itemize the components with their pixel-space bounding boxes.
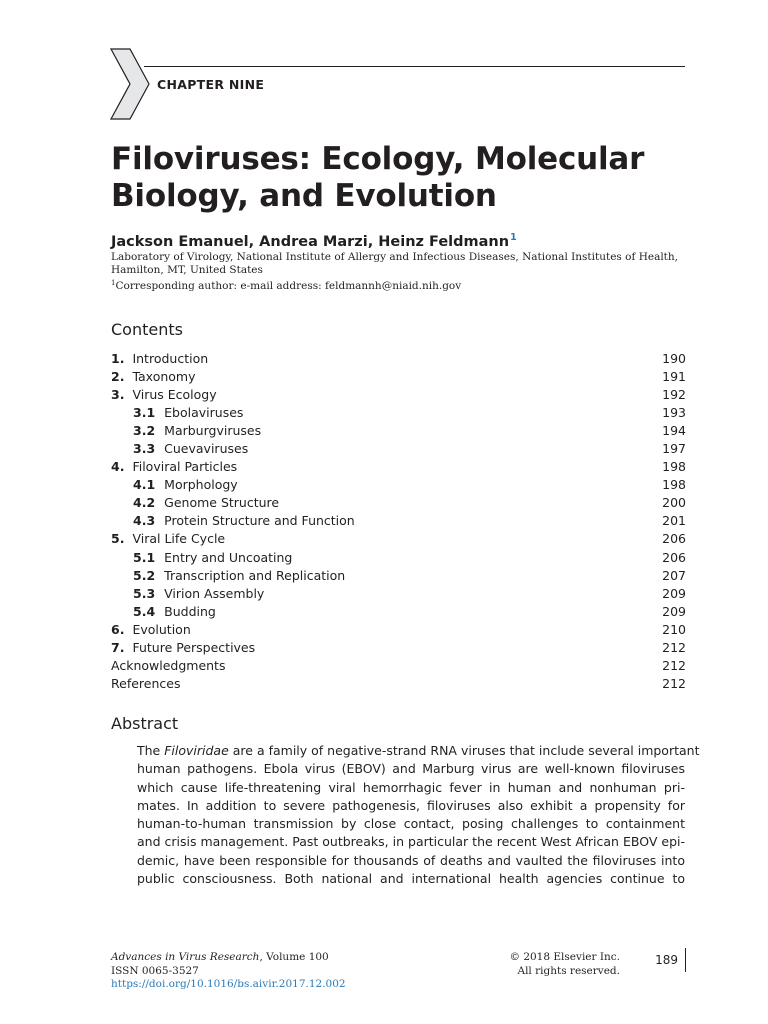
journal-volume: , Volume 100	[259, 951, 329, 963]
toc-entry[interactable]	[111, 548, 686, 566]
toc-entry-title: Evolution	[132, 621, 191, 637]
toc-entry[interactable]	[111, 620, 686, 638]
toc-entry-number: 2.	[111, 368, 125, 384]
toc-entry-number: 3.2	[133, 422, 156, 438]
copyright-line: © 2018 Elsevier Inc.	[509, 951, 620, 963]
toc-entry-title: Ebolaviruses	[164, 404, 244, 420]
toc-entry-number: 1.	[111, 350, 125, 366]
toc-entry-page: 194	[662, 422, 686, 438]
toc-entry-page: 210	[662, 621, 686, 637]
toc-entry-title: References	[111, 676, 181, 692]
toc-entry-number: 7.	[111, 640, 125, 656]
toc-entry-page: 209	[662, 585, 686, 601]
toc-entry-page: 207	[662, 567, 686, 583]
toc-entry-page: 197	[662, 441, 686, 457]
toc-entry[interactable]	[111, 584, 686, 602]
toc-entry-page: 200	[662, 495, 686, 511]
toc-entry-title: Morphology	[164, 477, 238, 493]
abstract-line: human pathogens. Ebola virus (EBOV) and Marburg virus are well-known filoviruses	[137, 761, 685, 777]
correspondence-text: Corresponding author: e-mail address: feldmannh@niaid.nih.gov	[115, 280, 462, 292]
rights-line: All rights reserved.	[517, 964, 620, 977]
toc-entry-title: Filoviral Particles	[132, 459, 238, 475]
chapter-title-line-2: Biology, and Evolution	[111, 178, 497, 214]
contents-heading: Contents	[111, 320, 183, 339]
page-number: 189	[655, 953, 678, 967]
page-number-rule	[685, 948, 686, 972]
family-name: Filoviridae	[164, 743, 229, 758]
toc-entry[interactable]	[111, 566, 686, 584]
toc-entry-page: 193	[662, 404, 686, 420]
toc-entry-page: 212	[662, 640, 686, 656]
toc-entry[interactable]	[111, 530, 686, 548]
toc-entry[interactable]	[111, 602, 686, 620]
abstract-body	[137, 743, 700, 889]
toc-entry[interactable]	[111, 385, 686, 403]
toc-entry-page: 212	[662, 676, 686, 692]
chapter-chevron-icon	[110, 48, 150, 120]
toc-entry[interactable]	[111, 458, 686, 476]
toc-entry-page: 206	[662, 549, 686, 565]
toc-entry-number: 3.1	[133, 404, 156, 420]
toc-entry-number: 4.1	[133, 477, 156, 493]
abstract-line-tail: are a family of negative-strand RNA viruses that include several important	[228, 743, 700, 758]
journal-line	[111, 951, 346, 965]
toc-entry-page: 192	[662, 386, 686, 402]
toc-entry-number: 5.4	[133, 603, 156, 619]
abstract-line: public consciousness. Both national and international health agencies continue to	[137, 871, 685, 887]
toc-entry[interactable]	[111, 657, 686, 675]
correspondence-marker: 1	[111, 279, 116, 287]
toc-entry-title: Cuevaviruses	[164, 441, 249, 457]
toc-entry-page: 198	[662, 477, 686, 493]
abstract-line: and crisis management. Past outbreaks, in particular the recent West African EBOV epi-	[137, 834, 685, 850]
toc-entry[interactable]	[111, 512, 686, 530]
toc-entry-number: 4.2	[133, 495, 156, 511]
chapter-title	[111, 141, 711, 215]
abstract-line-lead: The	[137, 743, 165, 758]
corresponding-author-note	[111, 279, 461, 292]
toc-entry-number: 3.	[111, 386, 125, 402]
toc-entry-title: Acknowledgments	[111, 658, 226, 674]
table-of-contents	[111, 349, 686, 693]
toc-entry-page: 190	[662, 350, 686, 366]
chapter-title-line-1: Filoviruses: Ecology, Molecular	[111, 141, 645, 177]
toc-entry[interactable]	[111, 675, 686, 693]
toc-entry-title: Introduction	[132, 350, 209, 366]
doi-link[interactable]: https://doi.org/10.1016/bs.aivir.2017.12.002	[111, 978, 346, 990]
toc-entry[interactable]	[111, 367, 686, 385]
toc-entry-title: Viral Life Cycle	[132, 531, 226, 547]
chapter-rule	[144, 66, 685, 67]
toc-entry-number: 4.3	[133, 513, 156, 529]
publication-info	[111, 951, 346, 992]
copyright-info	[490, 951, 620, 978]
abstract-line: mates. In addition to severe pathogenesis, filoviruses also exhibit a propensity for	[137, 797, 685, 813]
author-footnote-marker[interactable]: 1	[510, 232, 517, 243]
toc-entry-title: Transcription and Replication	[164, 567, 346, 583]
toc-entry-title: Future Perspectives	[132, 640, 256, 656]
abstract-heading: Abstract	[111, 714, 179, 733]
toc-entry-number: 4.	[111, 459, 125, 475]
author-list	[111, 232, 517, 250]
toc-entry-page: 198	[662, 459, 686, 475]
toc-entry-page: 201	[662, 513, 686, 529]
abstract-line	[137, 743, 700, 761]
affiliation: Laboratory of Virology, National Institute of Allergy and Infectious Diseases, National Institutes of Health, Hamilton, MT, United States	[111, 251, 679, 276]
toc-entry[interactable]	[111, 494, 686, 512]
toc-entry-title: Genome Structure	[164, 495, 280, 511]
toc-entry-number: 3.3	[133, 441, 156, 457]
toc-entry-number: 5.	[111, 531, 125, 547]
abstract-line: demic, have been responsible for thousands of deaths and vaulted the filoviruses into	[137, 852, 685, 868]
journal-title: Advances in Virus Research	[111, 951, 260, 963]
toc-entry-number: 6.	[111, 621, 125, 637]
toc-entry-title: Entry and Uncoating	[164, 549, 293, 565]
toc-entry-number: 5.1	[133, 549, 156, 565]
abstract-line: human-to-human transmission by close contact, posing challenges to containment	[137, 816, 685, 832]
toc-entry-title: Budding	[164, 603, 216, 619]
chapter-label: CHAPTER NINE	[157, 77, 265, 92]
toc-entry-page: 212	[662, 658, 686, 674]
toc-entry-page: 209	[662, 603, 686, 619]
toc-entry[interactable]	[111, 421, 686, 439]
toc-entry-page: 191	[662, 368, 686, 384]
toc-entry-title: Virion Assembly	[164, 585, 265, 601]
toc-entry-number: 5.2	[133, 567, 156, 583]
toc-entry[interactable]	[111, 639, 686, 657]
toc-entry-page: 206	[662, 531, 686, 547]
toc-entry[interactable]	[111, 476, 686, 494]
toc-entry-title: Taxonomy	[132, 368, 196, 384]
toc-entry[interactable]	[111, 403, 686, 421]
toc-entry-number: 5.3	[133, 585, 156, 601]
abstract-line: which cause life-threatening viral hemorrhagic fever in human and nonhuman pri-	[137, 779, 685, 795]
issn: ISSN 0065-3527	[111, 964, 199, 977]
toc-entry[interactable]	[111, 349, 686, 367]
toc-entry-title: Marburgviruses	[164, 422, 262, 438]
toc-entry[interactable]	[111, 439, 686, 457]
toc-entry-title: Virus Ecology	[132, 386, 217, 402]
toc-entry-title: Protein Structure and Function	[164, 513, 355, 529]
author-names: Jackson Emanuel, Andrea Marzi, Heinz Feldmann	[111, 234, 510, 250]
